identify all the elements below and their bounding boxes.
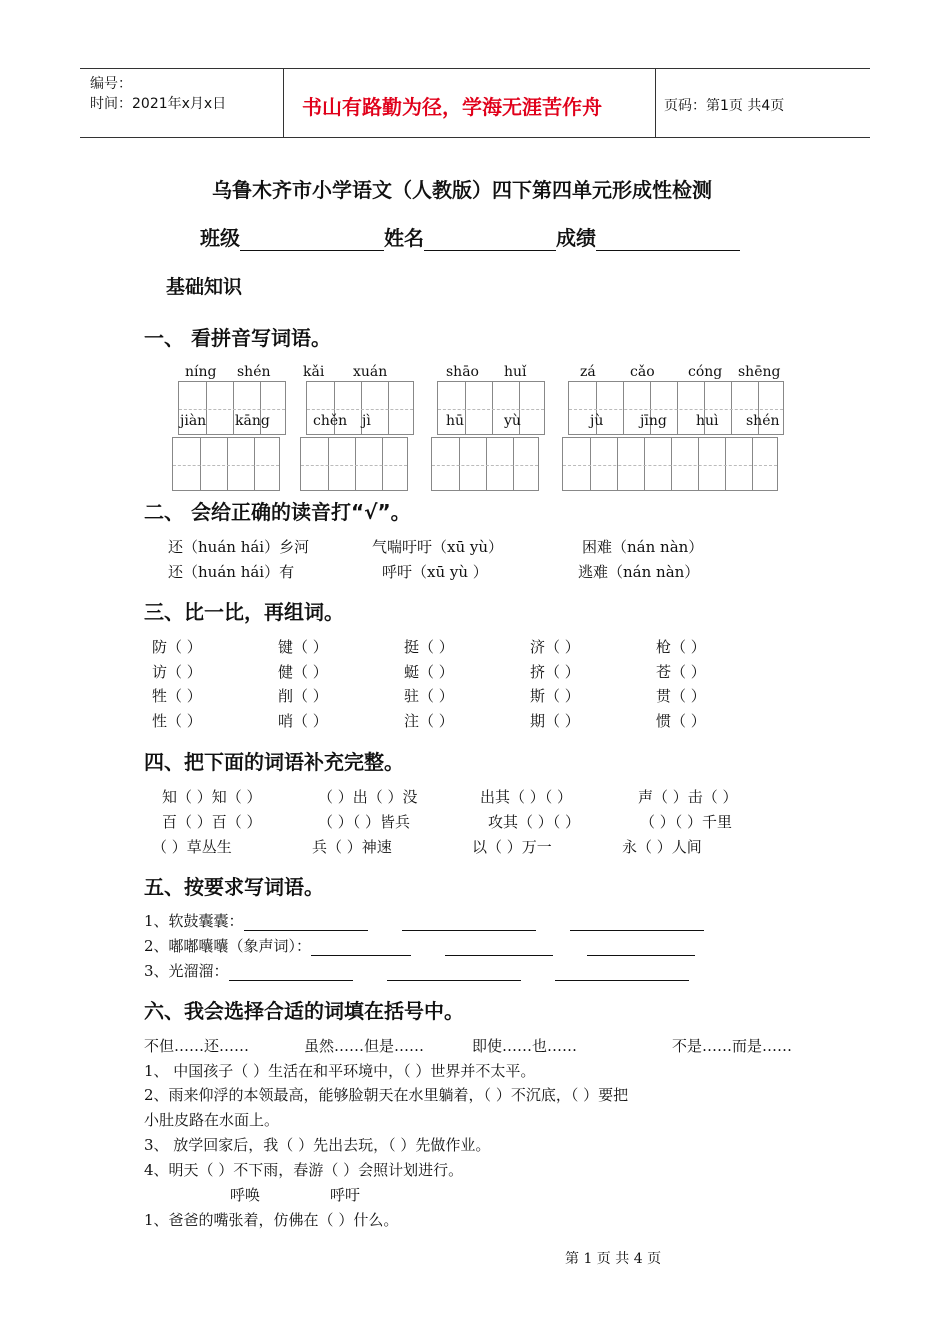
sec3-heading: 三、比一比，再组词。	[144, 600, 344, 624]
pinyin-top: zá	[580, 364, 596, 380]
sec6-option-4: 不是……而是……	[672, 1037, 793, 1055]
sec5-item-1-label: 1、软鼓囊囊：	[144, 912, 244, 930]
answer-blank[interactable]	[387, 964, 521, 981]
motto: 书山有路勤为径，学海无涯苦作舟	[302, 95, 602, 119]
sec6-option2-2: 呼吁	[330, 1186, 361, 1204]
sec4-r2-c4: （ ）（ ）千里	[640, 813, 733, 831]
sec6-heading: 六、我会选择合适的词填在括号中。	[144, 999, 464, 1023]
basics-heading: 基础知识	[166, 276, 243, 298]
compare-word: 枪（ ）	[656, 638, 706, 656]
compare-word: 蜓（ ）	[404, 663, 454, 681]
score-label: 成绩	[556, 226, 596, 250]
compare-word: 健（ ）	[278, 663, 328, 681]
class-blank[interactable]	[240, 234, 384, 251]
compare-word: 削（ ）	[278, 687, 328, 705]
sec6-option-2: 虽然……但是……	[304, 1037, 425, 1055]
compare-word: 挤（ ）	[530, 663, 580, 681]
sec6-option-3: 即使……也……	[472, 1037, 578, 1055]
answer-blank[interactable]	[244, 914, 368, 931]
sec4-r3-c3: 以（ ）万一	[472, 838, 552, 856]
sec6-q4: 4、明天（ ）不下雨，春游（ ）会照计划进行。	[144, 1161, 464, 1179]
compare-word: 苍（ ）	[656, 663, 706, 681]
class-label: 班级	[200, 226, 240, 250]
answer-blank[interactable]	[229, 964, 353, 981]
pinyin-top: shén	[237, 364, 271, 380]
sec5-item-3	[144, 960, 689, 981]
sec4-heading: 四、把下面的词语补充完整。	[144, 750, 404, 774]
sec2-r2-c1: 还（huán hái）有	[168, 563, 295, 581]
pinyin-bottom: hū	[446, 413, 465, 429]
header-table	[80, 68, 870, 138]
pinyin-bottom: kāng	[235, 413, 270, 429]
sec6-q5: 1、爸爸的嘴张着，仿佛在（ ）什么。	[144, 1211, 399, 1229]
pinyin-bottom: chěn	[313, 413, 348, 429]
sec2-heading: 二、 会给正确的读音打“√”。	[144, 500, 411, 524]
sec4-r2-c2: （ ）（ ）皆兵	[318, 813, 411, 831]
writing-grid[interactable]	[300, 437, 408, 491]
pinyin-top: cǎo	[630, 364, 655, 380]
pinyin-top: xuán	[353, 364, 388, 380]
pinyin-bottom: jì	[362, 413, 371, 429]
sec6-q1: 1、 中国孩子（ ）生活在和平环境中，（ ）世界并不太平。	[144, 1062, 536, 1080]
pinyin-top: shāo	[446, 364, 479, 380]
pinyin-bottom: yù	[504, 413, 521, 429]
answer-blank[interactable]	[402, 914, 536, 931]
answer-blank[interactable]	[587, 939, 695, 956]
compare-word: 注（ ）	[404, 712, 454, 730]
sec4-r1-c2: （ ）出（ ）没	[318, 788, 418, 806]
sec6-option2-1: 呼唤	[230, 1186, 261, 1204]
pinyin-bottom: jiàn	[180, 413, 207, 429]
compare-word: 驻（ ）	[404, 687, 454, 705]
sec6-q2-cont: 小肚皮路在水面上。	[144, 1111, 280, 1129]
sec2-r1-c3: 困难（nán nàn）	[582, 538, 704, 556]
sec5-heading: 五、按要求写词语。	[144, 875, 324, 899]
pinyin-bottom: shén	[746, 413, 780, 429]
writing-grid[interactable]	[172, 437, 280, 491]
compare-word: 牲（ ）	[152, 687, 202, 705]
pinyin-top: níng	[185, 364, 217, 380]
number-label: 编号：	[90, 76, 132, 92]
page-label: 页码：第1页 共4页	[664, 98, 785, 114]
compare-word: 防（ ）	[152, 638, 202, 656]
writing-grid[interactable]	[562, 437, 778, 491]
sec5-item-1	[144, 910, 704, 931]
compare-word: 期（ ）	[530, 712, 580, 730]
sec2-r2-c3: 逃难（nán nàn）	[578, 563, 700, 581]
compare-word: 济（ ）	[530, 638, 580, 656]
compare-word: 访（ ）	[152, 663, 202, 681]
compare-word: 斯（ ）	[530, 687, 580, 705]
time-label: 时间：2021年x月x日	[90, 96, 227, 112]
answer-blank[interactable]	[570, 914, 704, 931]
sec5-item-2	[144, 935, 695, 956]
answer-blank[interactable]	[555, 964, 689, 981]
sec4-r2-c3: 攻其（ ）（ ）	[488, 813, 581, 831]
page-title: 乌鲁木齐市小学语文（人教版）四下第四单元形成性检测	[212, 178, 712, 202]
sec5-item-3-label: 3、光溜溜：	[144, 962, 229, 980]
pinyin-top: cóng	[688, 364, 723, 380]
answer-blank[interactable]	[445, 939, 553, 956]
sec2-r1-c1: 还（huán hái）乡河	[168, 538, 310, 556]
sec6-option-1: 不但……还……	[144, 1037, 250, 1055]
pinyin-bottom: jīng	[640, 413, 667, 429]
name-blank[interactable]	[424, 234, 556, 251]
sec2-r1-c2: 气喘吁吁（xū yù）	[372, 538, 504, 556]
answer-blank[interactable]	[311, 939, 411, 956]
sec6-q2: 2、雨来仰浮的本领最高，能够脸朝天在水里躺着，（ ）不沉底，（ ）要把	[144, 1086, 629, 1104]
sec2-r2-c2: 呼吁（xū yù ）	[382, 563, 488, 581]
compare-word: 键（ ）	[278, 638, 328, 656]
compare-word: 挺（ ）	[404, 638, 454, 656]
sec5-item-2-label: 2、嘟嘟囔囔（象声词）：	[144, 937, 312, 955]
compare-word: 惯（ ）	[656, 712, 706, 730]
pinyin-bottom: jù	[590, 413, 604, 429]
sec4-r1-c1: 知（ ）知（ ）	[162, 788, 262, 806]
pinyin-bottom: huì	[696, 413, 719, 429]
student-info	[200, 222, 740, 251]
sec4-r2-c1: 百（ ）百（ ）	[162, 813, 262, 831]
compare-word: 性（ ）	[152, 712, 202, 730]
compare-word: 哨（ ）	[278, 712, 328, 730]
compare-word: 贯（ ）	[656, 687, 706, 705]
pinyin-top: kǎi	[303, 364, 325, 380]
sec4-r3-c4: 永（ ）人间	[622, 838, 702, 856]
page-footer: 第 1 页 共 4 页	[565, 1251, 662, 1267]
name-label: 姓名	[384, 226, 424, 250]
score-blank[interactable]	[596, 234, 740, 251]
sec1-heading: 一、 看拼音写词语。	[144, 326, 331, 350]
pinyin-top: huǐ	[504, 364, 527, 380]
sec4-r1-c3: 出其（ ）（ ）	[480, 788, 573, 806]
writing-grid[interactable]	[431, 437, 539, 491]
sec4-r1-c4: 声（ ）击（ ）	[638, 788, 738, 806]
pinyin-top: shēng	[738, 364, 781, 380]
sec4-r3-c1: （ ）草丛生	[152, 838, 232, 856]
sec6-q3: 3、 放学回家后，我（ ）先出去玩，（ ）先做作业。	[144, 1136, 491, 1154]
sec4-r3-c2: 兵（ ）神速	[312, 838, 392, 856]
